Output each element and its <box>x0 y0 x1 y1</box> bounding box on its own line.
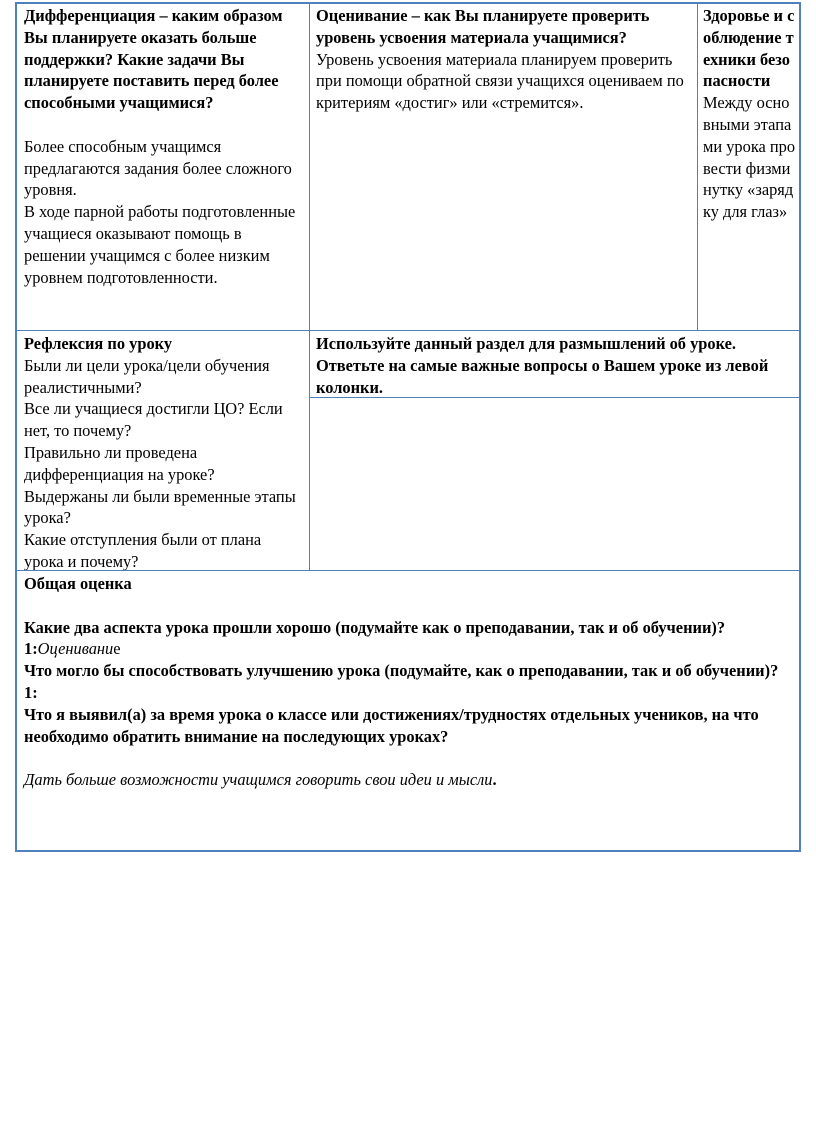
summary-cell <box>17 572 799 850</box>
reflection-question-4: Выдержаны ли были временные этапы урока? <box>24 486 296 528</box>
differentiation-cell <box>17 4 309 330</box>
health-cell <box>697 4 799 330</box>
lesson-plan-table <box>15 2 801 852</box>
differentiation-text-1: Более способным учащимся предлагаются задания более сложного уровня. <box>24 136 292 200</box>
summary-answer-1 <box>24 638 785 660</box>
column-divider-2 <box>697 4 698 330</box>
reflection-instruction-cell <box>309 332 799 398</box>
row-divider-3 <box>17 570 799 571</box>
summary-answer-2 <box>24 682 785 704</box>
reflection-title: Рефлексия по уроку <box>24 334 173 353</box>
row-divider-1 <box>17 330 799 331</box>
summary-answer-3-end: . <box>492 770 497 790</box>
summary-question-3: Что я выявил(а) за время урока о классе или достижениях/трудностях отдельных учеников, на что необходимо обратить внимание на последующих уроках? <box>24 704 759 746</box>
summary-answer-1-number: 1: <box>24 639 38 659</box>
reflection-answer-cell[interactable] <box>309 398 799 570</box>
assessment-text: Уровень усвоения материала планируем проверить при помощи обратной связи учащихся оцениваем по критериям «достиг» или «стремится». <box>316 49 684 113</box>
reflection-question-2: Все ли учащиеся достигли ЦО? Если нет, то почему? <box>24 399 283 441</box>
reflection-instruction: Используйте данный раздел для размышлений об уроке. Ответьте на самые важные вопросы о Вашем уроке из левой колонки. <box>316 334 769 397</box>
summary-answer-3-text: Дать больше возможности учащимся говорить свои идеи и мысли <box>24 770 493 790</box>
assessment-title: Оценивание – как Вы планируете проверить уровень усвоения материала учащимися? <box>316 6 650 47</box>
differentiation-text-2: В ходе парной работы подготовленные учащиеся оказывают помощь в решении учащимся с более низким уровнем подготовленности. <box>24 202 296 287</box>
assessment-cell <box>309 4 697 330</box>
column-divider-1 <box>309 4 310 570</box>
health-title: Здоровье и соблюдение техники безопасности <box>703 6 795 91</box>
summary-answer-3 <box>24 769 785 791</box>
summary-title: Общая оценка <box>24 574 132 593</box>
reflection-question-1: Были ли цели урока/цели обучения реалистичными? <box>24 355 270 397</box>
differentiation-title: Дифференциация – каким образом Вы планируете оказать больше поддержки? Какие задачи Вы планируете поставить перед более способными учащимися? <box>24 6 283 113</box>
health-text: Между основными этапами урока провести физминутку «зарядку для глаз» <box>703 93 796 222</box>
summary-answer-1-tail: е <box>113 639 121 659</box>
row-divider-2 <box>309 397 799 398</box>
summary-answer-2-number: 1: <box>24 682 38 702</box>
summary-question-1: Какие два аспекта урока прошли хорошо (подумайте как о преподавании, так и об обучении)? <box>24 617 726 637</box>
reflection-cell <box>17 332 309 570</box>
reflection-question-5: Какие отступления были от плана урока и почему? <box>24 530 262 571</box>
reflection-question-3: Правильно ли проведена дифференциация на уроке? <box>24 442 215 484</box>
summary-answer-1-text: Оценивани <box>37 639 114 659</box>
summary-question-2: Что могло бы способствовать улучшению урока (подумайте, как о преподавании, так и об обучении)? <box>24 661 779 681</box>
